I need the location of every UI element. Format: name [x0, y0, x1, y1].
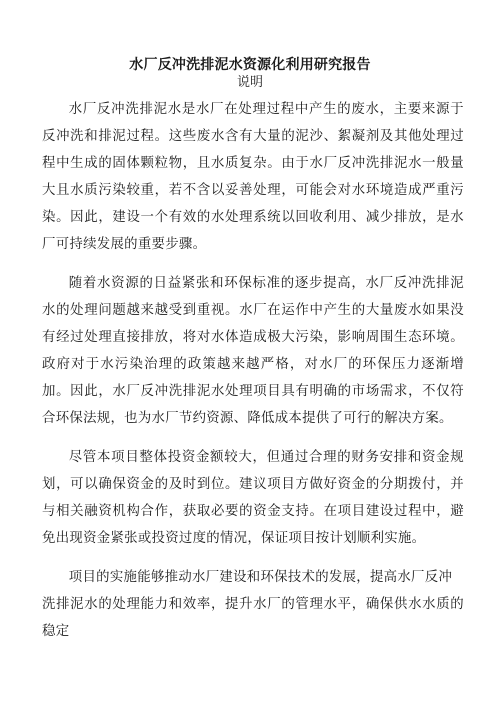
- paragraph-4-line-1: 项目的实施能够推动水厂建设和环保技术的发展，提高水厂反冲: [68, 570, 453, 585]
- document-title: 水厂反冲洗排泥水资源化利用研究报告: [129, 57, 371, 73]
- paragraph-1: 水厂反冲洗排泥水是水厂在处理过程中产生的废水，主要来源于反冲洗和排泥过程。这些废水含有大量的泥沙、絮凝剂及其他处理过程中生成的固体颗粒物，且水质复杂。由于水厂反冲洗排泥水一般量大且水质污染较重，若不含以妥善处理，可能会对水环境造成严重污染。因此，建设一个有效的水处理系统以回收利用、减少排放，是水厂可持续发展的重要步骤。: [42, 102, 464, 252]
- paragraph-2: 随着水资源的日益紧张和环保标准的逐步提高，水厂反冲洗排泥水的处理问题越来越受到重视。水厂在运作中产生的大量废水如果没有经过处理直接排放，将对水体造成极大污染，影响周围生态环境。政府对于水污染治理的政策越来越严格，对水厂的环保压力逐渐增加。因此，水厂反冲洗排泥水处理项目具有明确的市场需求，不仅符合环保法规，也为水厂节约资源、降低成本提供了可行的解决方案。: [42, 276, 464, 426]
- paragraph-3: 尽管本项目整体投资金额较大，但通过合理的财务安排和资金规划，可以确保资金的及时到位。建议项目方做好资金的分期拨付，并与相关融资机构合作，获取必要的资金支持。在项目建设过程中，避免出现资金紧张或投资过度的情况，保证项目按计划顺利实施。: [42, 450, 464, 546]
- document-body: [42, 96, 464, 645]
- document-subtitle: 说明: [236, 75, 263, 90]
- paragraph-4: [42, 564, 464, 645]
- paragraph-4-line-2: 洗排泥水的处理能力和效率，提升水厂的管理水平，确保供水水质的稳定: [42, 597, 464, 639]
